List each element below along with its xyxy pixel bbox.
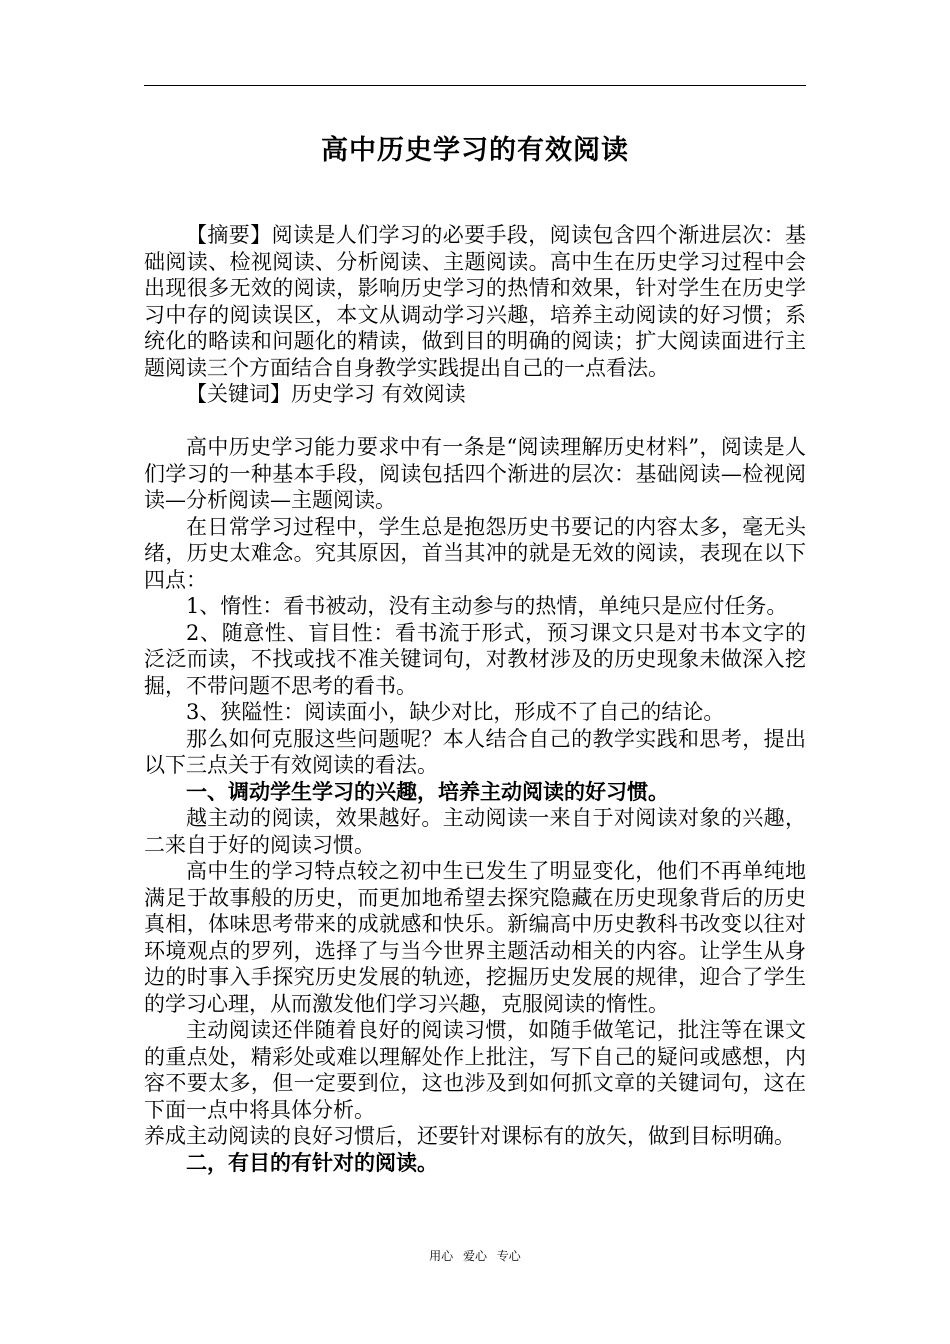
document-body (144, 222, 806, 1176)
page-footer: 用心 爱心 专心 (429, 1249, 521, 1263)
section-heading-1: 一、调动学生学习的兴趣，培养主动阅读的好习惯。 (186, 778, 669, 804)
body-paragraph: 高中生的学习特点较之初中生已发生了明显变化，他们不再单纯地满足于故事般的历史，而更加地希望去探究隐藏在历史现象背后的历史真相，体味思考带来的成就感和快乐。新编高中历史教科书改变以往对环境观点的罗列，选择了与当今世界主题活动相关的内容。让学生从身边的时事入手探究历史发展的轨迹，挖掘历史发展的规律，迎合了学生的学习心理，从而激发他们学习兴趣，克服阅读的惰性。 (144, 859, 806, 1016)
keywords-paragraph: 【关键词】历史学习 有效阅读 (186, 382, 466, 406)
body-paragraph: 那么如何克服这些问题呢？本人结合自己的教学实践和思考，提出以下三点关于有效阅读的看法。 (144, 726, 806, 777)
body-paragraph: 养成主动阅读的良好习惯后，还要针对课标有的放矢，做到目标明确。 (144, 1124, 795, 1148)
list-item: 1、惰性：看书被动，没有主动参与的热情，单纯只是应付任务。 (186, 594, 788, 618)
list-item: 2、随意性、盲目性：看书流于形式，预习课文只是对书本文字的泛泛而读，不找或找不准关键词句，对教材涉及的历史现象未做深入挖掘，不带问题不思考的看书。 (144, 620, 806, 698)
document-title: 高中历史学习的有效阅读 (321, 135, 629, 166)
list-item: 3、狭隘性：阅读面小，缺少对比，形成不了自己的结论。 (186, 700, 725, 724)
header-rule (144, 85, 806, 86)
body-paragraph: 高中历史学习能力要求中有一条是“阅读理解历史材料”，阅读是人们学习的一种基本手段，阅读包括四个渐进的层次：基础阅读—检视阅读—分析阅读—主题阅读。 (144, 435, 806, 512)
body-paragraph: 在日常学习过程中，学生总是抱怨历史书要记的内容太多，毫无头绪，历史太难念。究其原因，首当其冲的就是无效的阅读，表现在以下四点： (144, 514, 806, 592)
body-paragraph: 主动阅读还伴随着良好的阅读习惯，如随手做笔记，批注等在课文的重点处，精彩处或难以理解处作上批注，写下自己的疑问或感想，内容不要太多，但一定要到位，这也涉及到如何抓文章的关键词句，这在下面一点中将具体分析。 (144, 1018, 806, 1122)
abstract-paragraph: 【摘要】阅读是人们学习的必要手段，阅读包含四个渐进层次：基础阅读、检视阅读、分析阅读、主题阅读。高中生在历史学习过程中会出现很多无效的阅读，影响历史学习的热情和效果，针对学生在历史学习中存的阅读误区，本文从调动学习兴趣，培养主动阅读的好习惯；系统化的略读和问题化的精读，做到目的明确的阅读；扩大阅读面进行主题阅读三个方面结合自身教学实践提出自己的一点看法。 (144, 223, 806, 380)
section-heading-2: 二，有目的有针对的阅读。 (186, 1149, 438, 1175)
body-paragraph: 越主动的阅读，效果越好。主动阅读一来自于对阅读对象的兴趣，二来自于好的阅读习惯。 (144, 806, 806, 857)
